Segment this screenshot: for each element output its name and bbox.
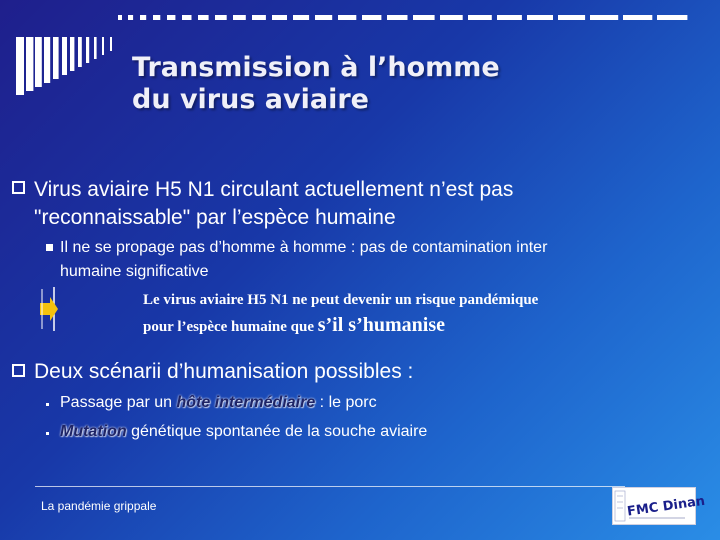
sub-bullet-line2: humaine significative — [60, 263, 209, 280]
scenario-2-emphasis: Mutation — [60, 423, 127, 440]
quote-emphasis: s’il s’humanise — [317, 314, 445, 336]
footer-text: La pandémie grippale — [41, 499, 157, 513]
checkbox-bullet-icon — [12, 364, 25, 377]
quote-line2 — [143, 315, 445, 337]
dot-bullet-icon — [46, 432, 49, 435]
scenario-item-1 — [60, 393, 377, 413]
bullet1-line1: Virus aviaire H5 N1 circulant actuellement n’est pas — [34, 178, 514, 201]
bullet1-line2: "reconnaissable" par l’espèce humaine — [34, 206, 396, 229]
bullet2-text: Deux scénarii d’humanisation possibles : — [34, 360, 414, 383]
logo-text: FMC Dinan — [626, 493, 707, 520]
square-bullet-icon — [46, 244, 53, 251]
quote-line1: Le virus aviaire H5 N1 ne peut devenir un risque pandémique — [143, 292, 539, 308]
scenario-1-emphasis: hôte intermédiaire — [176, 394, 316, 411]
slide-title — [132, 52, 500, 116]
footer-divider — [35, 486, 625, 487]
scenario-2-suffix: génétique spontanée de la souche aviaire — [126, 423, 428, 440]
bracket-arrow-icon — [34, 283, 60, 335]
checkbox-bullet-icon — [12, 181, 25, 194]
scenario-1-suffix: : le porc — [315, 394, 377, 411]
title-line-2: du virus aviaire — [132, 84, 369, 115]
quote-line2-start: pour l’espèce humaine que — [143, 319, 318, 335]
sub-bullet-line1: Il ne se propage pas d’homme à homme : pas de contamination inter — [60, 239, 548, 256]
scenario-1-prefix: Passage par un — [60, 394, 177, 411]
title-line-1: Transmission à l’homme — [132, 52, 500, 83]
dot-bullet-icon — [46, 403, 49, 406]
fmc-dinan-logo — [612, 487, 707, 525]
scenario-item-2 — [60, 422, 427, 442]
